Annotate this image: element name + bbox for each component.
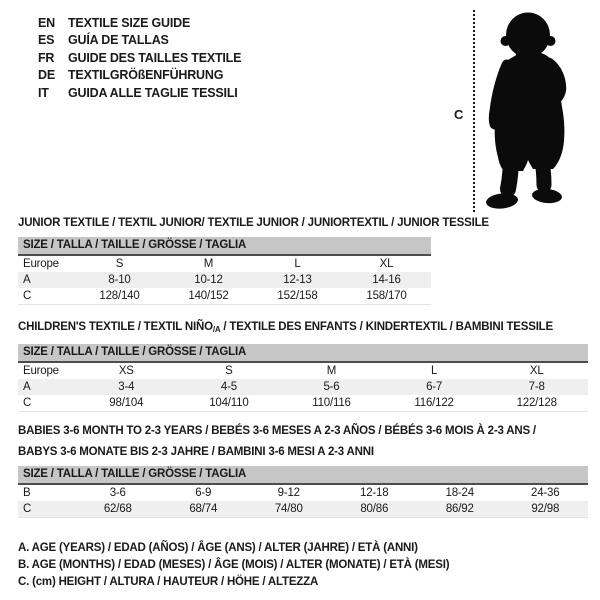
legend-line: A. AGE (YEARS) / EDAD (AÑOS) / ÂGE (ANS) / ALTER (JAHRE) / ETÀ (ANNI) — [18, 542, 418, 554]
table-cell: 122/128 — [516, 397, 557, 409]
size-table — [18, 256, 431, 305]
table-row — [18, 485, 588, 501]
language-code: EN — [38, 15, 55, 30]
size-table — [18, 485, 588, 518]
table-cell: 12-13 — [253, 272, 342, 288]
section-title-text: / TEXTILE DES ENFANTS / KINDERTEXTIL / BAMBINI TESSILE — [220, 321, 553, 333]
row-label-cell: A — [18, 379, 75, 395]
language-row — [38, 32, 241, 50]
table-cell: 152/158 — [277, 290, 318, 302]
table-cell: 62/68 — [75, 501, 161, 517]
table-cell: XL — [529, 365, 544, 377]
language-list — [38, 14, 241, 102]
table-row — [18, 256, 431, 272]
baby-figure — [452, 5, 600, 217]
language-code: FR — [38, 50, 55, 65]
table-cell: 104/110 — [209, 397, 249, 409]
language-label: TEXTILGRÖßENFÜHRUNG — [68, 68, 224, 83]
table-cell: 140/152 — [188, 290, 229, 302]
table-row — [18, 395, 588, 411]
table-cell: 7-8 — [485, 379, 588, 395]
legend — [18, 540, 449, 591]
table-cell: 158/170 — [366, 290, 407, 302]
table-cell: 10-12 — [164, 272, 253, 288]
language-row — [38, 84, 241, 102]
babies-textile-section — [18, 424, 588, 518]
table-row — [18, 501, 588, 517]
language-label: TEXTILE SIZE GUIDE — [68, 15, 191, 30]
section-title-text: CHILDREN'S TEXTILE / TEXTIL NIÑO — [18, 321, 213, 333]
table-cell: M — [326, 365, 337, 377]
table-cell: 14-16 — [342, 272, 431, 288]
table-cell: 68/74 — [161, 501, 247, 517]
language-label: GUIDA ALLE TAGLIE TESSILI — [68, 85, 238, 100]
language-row — [38, 67, 241, 85]
section-title: JUNIOR TEXTILE / TEXTIL JUNIOR/ TEXTILE JUNIOR / JUNIORTEXTIL / JUNIOR TESSILE — [18, 217, 489, 229]
table-cell: L — [430, 365, 438, 377]
table-cell: 6-7 — [383, 379, 486, 395]
table-row — [18, 363, 588, 379]
table-cell: 98/104 — [109, 397, 144, 409]
table-cell: XS — [118, 365, 134, 377]
table-cell: S — [115, 258, 124, 270]
table-cell: 9-12 — [277, 487, 300, 499]
size-header-bar: SIZE / TALLA / TAILLE / GRÖSSE / TAGLIA — [18, 237, 431, 256]
section-title: BABIES 3-6 MONTH TO 2-3 YEARS / BEBÉS 3-6 MESES A 2-3 AÑOS / BÉBÉS 3-6 MOIS À 2-3 ANS / — [18, 425, 536, 437]
language-code: IT — [38, 85, 49, 100]
row-label-cell: Europe — [23, 365, 59, 377]
size-header-bar: SIZE / TALLA / TAILLE / GRÖSSE / TAGLIA — [18, 344, 588, 363]
language-label: GUIDE DES TAILLES TEXTILE — [68, 50, 242, 65]
table-cell: 110/116 — [312, 397, 351, 409]
table-cell: M — [203, 258, 214, 270]
language-row — [38, 49, 241, 67]
table-cell: S — [225, 365, 233, 377]
size-header-bar: SIZE / TALLA / TAILLE / GRÖSSE / TAGLIA — [18, 466, 588, 485]
table-cell: 3-6 — [109, 487, 126, 499]
language-row — [38, 14, 241, 32]
table-cell: L — [294, 258, 301, 270]
table-cell: 128/140 — [99, 290, 140, 302]
size-table — [18, 363, 588, 412]
table-cell: 24-36 — [531, 487, 560, 499]
height-measure-label: C — [454, 107, 464, 122]
row-label-cell: C — [23, 397, 32, 409]
section-title — [18, 320, 588, 337]
table-cell: 5-6 — [280, 379, 383, 395]
table-cell: 6-9 — [195, 487, 212, 499]
table-cell: 4-5 — [178, 379, 281, 395]
table-row — [18, 379, 588, 395]
row-label-cell: C — [18, 501, 75, 517]
language-code: DE — [38, 68, 55, 83]
table-cell: 92/98 — [503, 501, 589, 517]
table-cell: 74/80 — [246, 501, 332, 517]
junior-textile-section — [18, 216, 489, 305]
row-label-cell: B — [23, 487, 31, 499]
height-measure-line — [473, 10, 475, 212]
row-label-cell: Europe — [23, 258, 59, 270]
table-row — [18, 272, 431, 288]
legend-line: B. AGE (MONTHS) / EDAD (MESES) / ÂGE (MOIS) / ALTER (MONATE) / ETÀ (MESI) — [18, 559, 450, 571]
language-label: GUÍA DE TALLAS — [68, 33, 169, 48]
section-title: BABYS 3-6 MONATE BIS 2-3 JAHRE / BAMBINI 3-6 MESI A 2-3 ANNI — [18, 446, 374, 458]
row-label-cell: A — [18, 272, 75, 288]
table-cell: 12-18 — [360, 487, 389, 499]
section-title-subscript: /A — [212, 325, 221, 334]
table-cell: 80/86 — [332, 501, 418, 517]
row-label-cell: C — [23, 290, 32, 302]
table-cell: 86/92 — [417, 501, 503, 517]
table-cell: 116/122 — [414, 397, 454, 409]
legend-line: C. (cm) HEIGHT / ALTURA / HAUTEUR / HÖHE / ALTEZZA — [18, 576, 319, 588]
table-cell: XL — [379, 258, 394, 270]
childrens-textile-section — [18, 320, 588, 412]
table-row — [18, 288, 431, 304]
table-cell: 18-24 — [445, 487, 474, 499]
language-code: ES — [38, 33, 55, 48]
baby-silhouette-icon — [483, 5, 598, 215]
table-cell: 8-10 — [75, 272, 164, 288]
table-cell: 3-4 — [75, 379, 178, 395]
